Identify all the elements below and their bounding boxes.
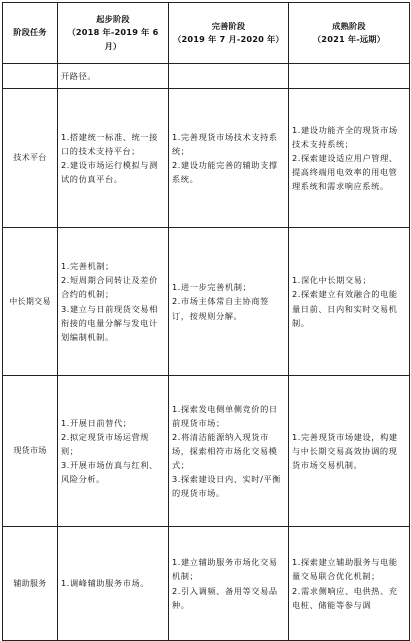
header-row [3,3,410,64]
task-cell [3,89,58,228]
continuation-text: 开路径。 [61,70,97,81]
cell-item: 1.调峰辅助服务市场。 [61,578,150,589]
header-stage-task-label: 阶段任务 [13,27,47,38]
table-row-technical-platform [3,89,410,228]
table-row-ancillary-services [3,527,410,641]
task-label: 中长期交易 [9,296,51,306]
header-initial-stage [58,3,169,64]
task-label: 辅助服务 [13,578,47,588]
cell-item: 1.开展日前替代； [61,417,132,428]
header-initial-stage-title: 起步阶段 [96,14,130,25]
task-cell [3,376,58,527]
improvement-stage-cell [169,527,289,641]
cell-item: 2.短周期合同转让及差价合约的机制； [61,275,158,300]
cell-item: 1.完善现货市场建设，构建与中长期交易高效协调的现货市场交易机制。 [292,431,398,471]
cell-item: 2.市场主体常自主协商签订，按规则分解。 [172,296,269,321]
improvement-stage-cell [169,228,289,376]
task-cell [3,527,58,641]
initial-stage-cell [58,89,169,228]
development-stages-table [2,2,410,641]
continuation-empty-cell [169,64,289,89]
header-improvement-stage [169,3,289,64]
task-label: 技术平台 [13,153,47,163]
table-row-spot-market [3,376,410,527]
cell-item: 1.进一步完善机制； [172,282,252,293]
improvement-stage-cell [169,89,289,228]
continuation-text-cell [58,64,169,89]
header-improvement-stage-title: 完善阶段 [211,20,246,31]
header-mature-stage [289,3,410,64]
continuation-row [3,64,410,89]
cell-item: 2.探索建立有效融合的电能量日前、日内和实时交易机制。 [292,289,398,328]
mature-stage-cell [289,376,410,527]
initial-stage-cell [58,228,169,376]
initial-stage-cell [58,527,169,641]
cell-item: 3.探索建设日内、实时/平衡的现货市场。 [172,474,282,499]
cell-item: 2.引入调频、备用等交易品种。 [172,585,278,610]
cell-item: 2.探索建设适应用户管理、提高终端用电效率的用电管理系统和需求响应系统。 [292,152,398,192]
task-label: 现货市场 [13,446,47,456]
cell-item: 2.建设市场运行模拟与测试的仿真平台。 [61,160,158,185]
improvement-stage-cell [169,376,289,527]
mature-stage-cell [289,527,410,641]
table-row-medium-long-term-trading [3,228,410,376]
header-improvement-stage-period: （2019 年 7 月-2020 年） [173,34,284,44]
cell-item: 3.建立与日前现货交易相衔接的电量分解与发电计划编制机制。 [61,303,158,342]
cell-item: 2.需求侧响应、电供热、充电桩、储能等参与调 [292,585,398,610]
cell-item: 1.完善机制； [61,261,114,272]
continuation-empty-cell [289,64,410,89]
mature-stage-cell [289,228,410,376]
mature-stage-cell [289,89,410,228]
header-initial-stage-period-end: 月） [104,40,122,51]
cell-item: 3.开展市场仿真与红利、风险分析。 [61,460,158,485]
cell-item: 2.将清洁能源纳入现货市场，探索相符市场化交易模式； [172,431,278,471]
cell-item: 1.深化中长期交易； [292,275,372,286]
cell-item: 1.搭建统一标准、统一接口的技术支持平台； [61,131,158,156]
header-initial-stage-period: （2018 年-2019 年 6 [67,27,159,38]
cell-item: 1.探索发电侧单侧竞价的日前现货市场； [172,403,278,428]
cell-item: 1.建设功能齐全的现货市场技术支持系统； [292,124,398,149]
header-stage-task [3,3,58,64]
initial-stage-cell [58,376,169,527]
header-mature-stage-period: （2021 年-远期） [312,34,386,44]
cell-item: 1.完善现货市场技术支持系统； [172,131,278,156]
continuation-task-cell [3,64,58,89]
cell-item: 2.拟定现货市场运营规则； [61,431,150,456]
cell-item: 2.建设功能完善的辅助支撑系统。 [172,160,278,185]
task-cell [3,228,58,376]
cell-item: 1.建立辅助服务市场化交易机制； [172,557,278,582]
cell-item: 1.探索建立辅助服务与电能量交易联合优化机制； [292,557,398,582]
header-mature-stage-title: 成熟阶段 [332,20,366,31]
